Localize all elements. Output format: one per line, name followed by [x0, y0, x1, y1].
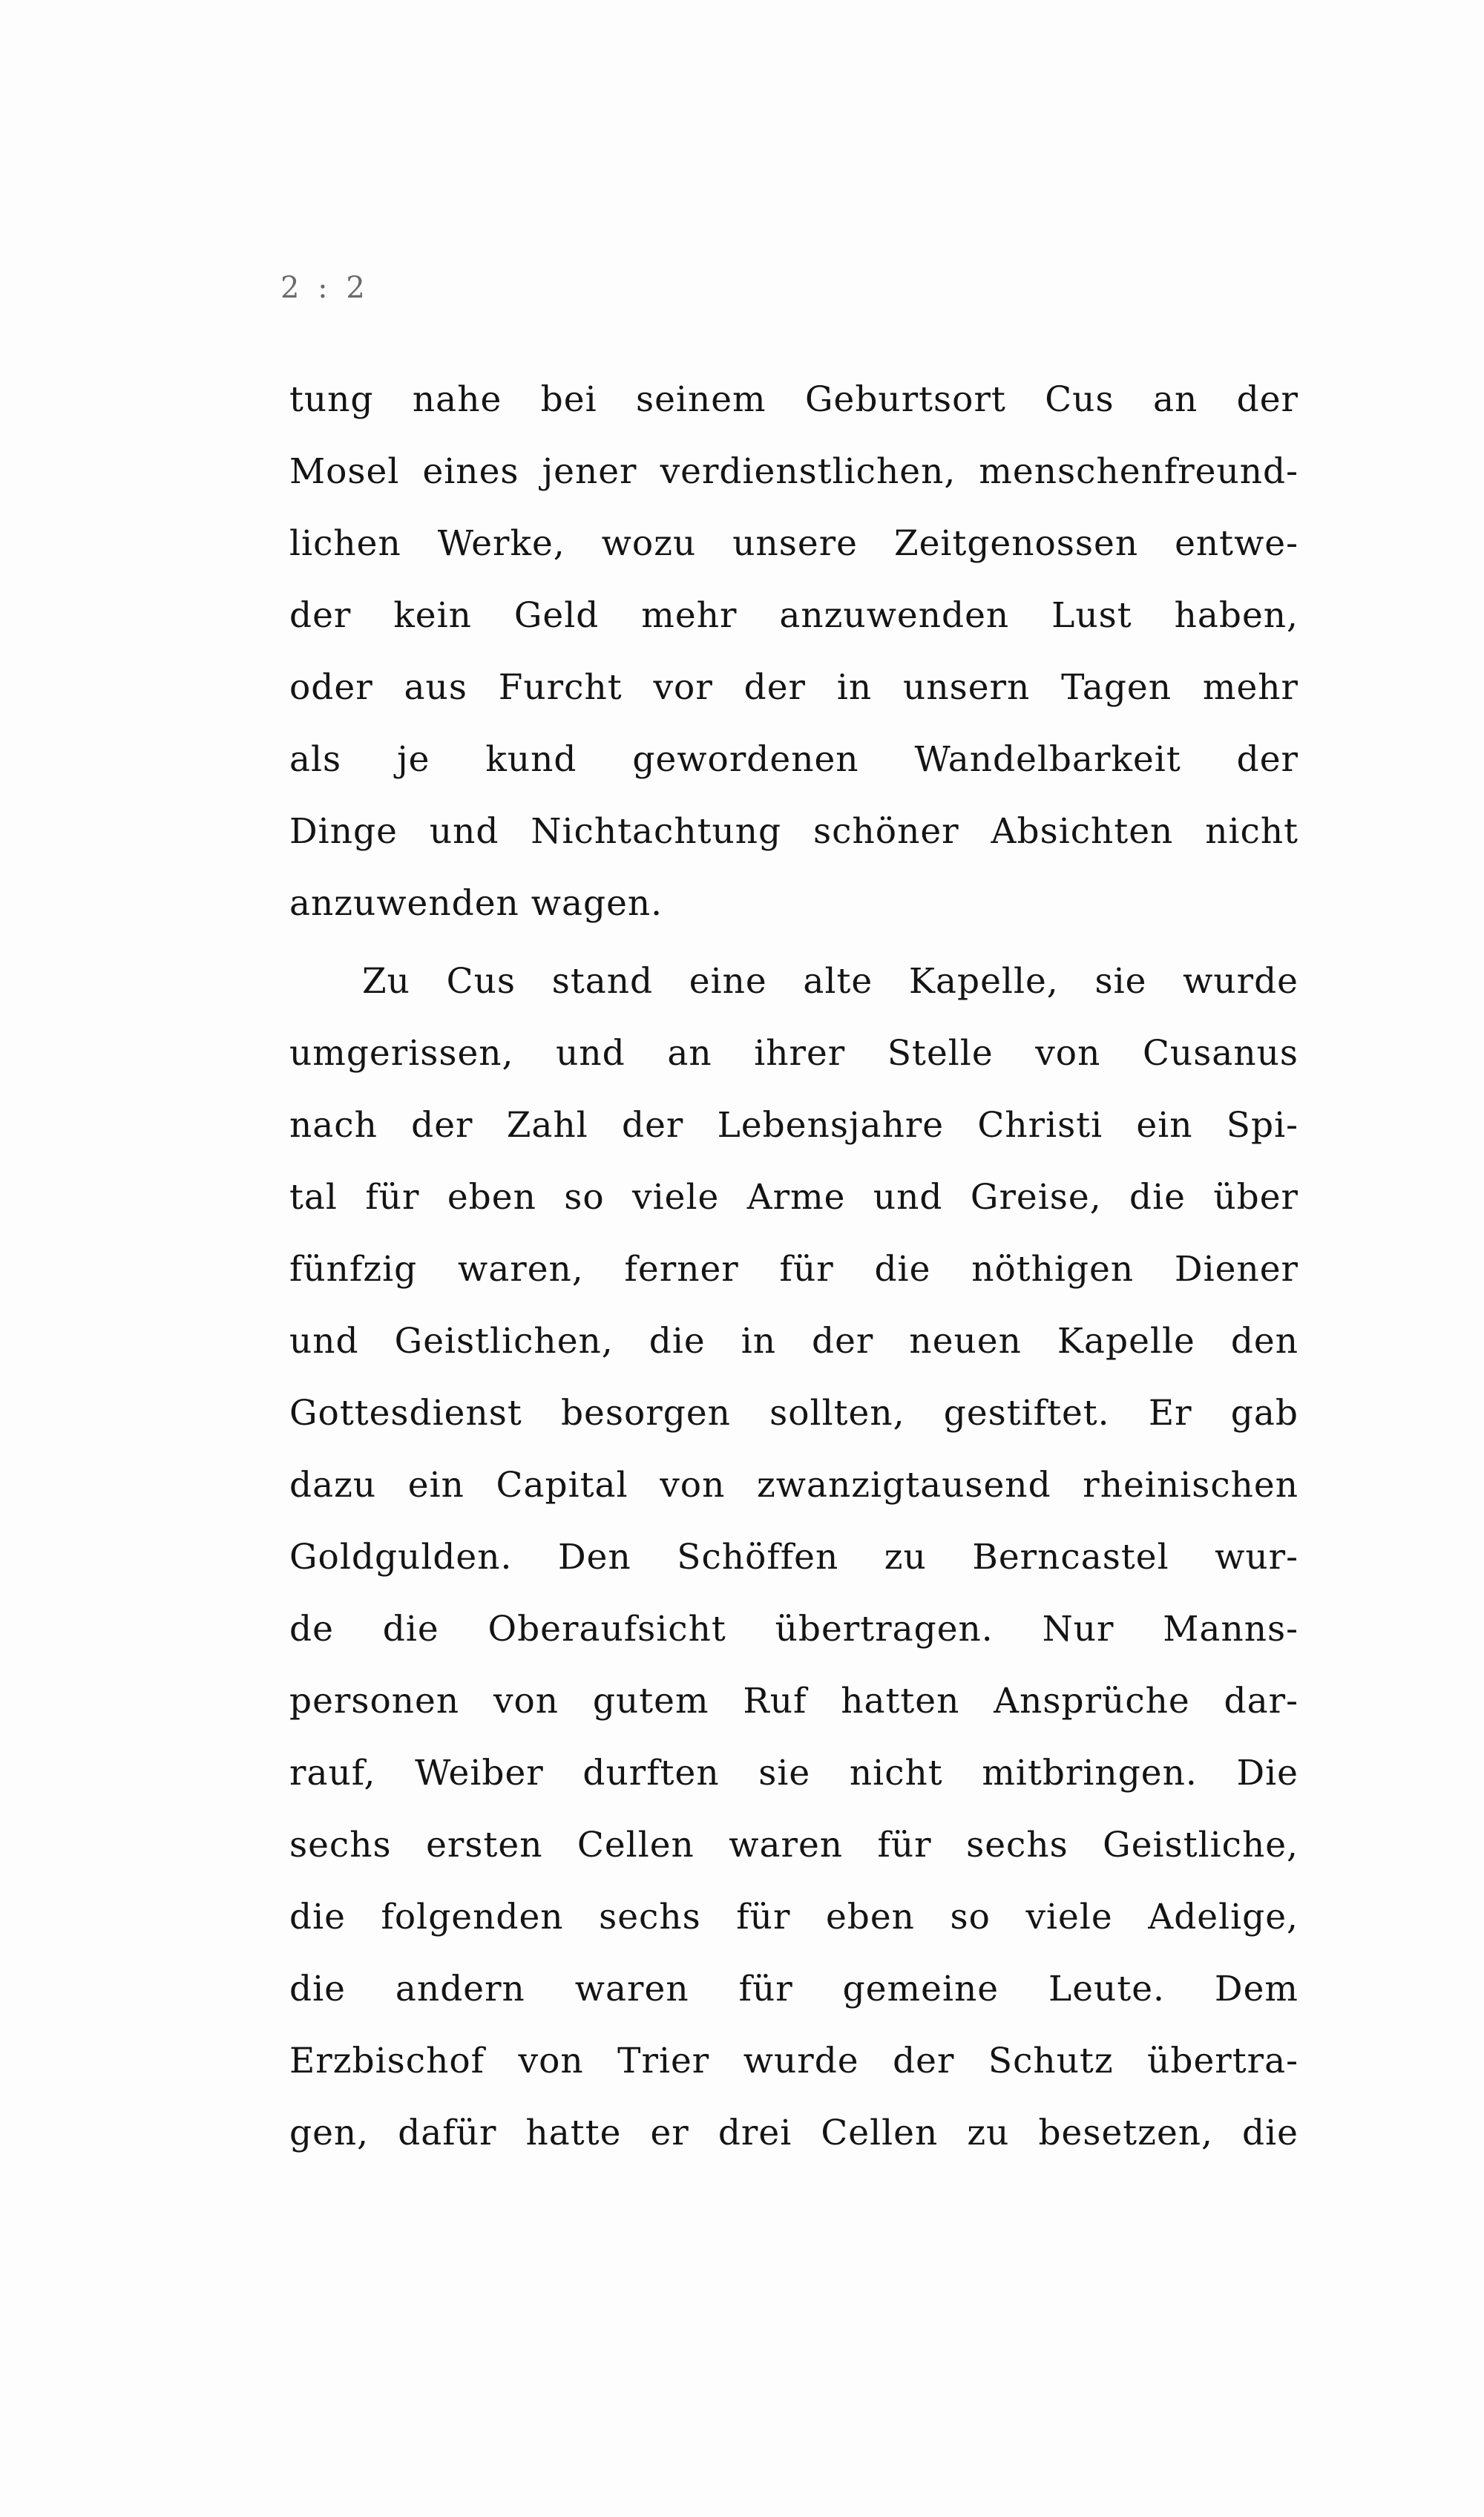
text-line: die andern waren für gemeine Leute. Dem: [289, 1969, 1298, 2009]
text-line: Dinge und Nichtachtung schöner Absichten nicht: [289, 811, 1298, 852]
text-line: sechs ersten Cellen waren für sechs Geistliche,: [289, 1825, 1298, 1865]
text-line: Mosel eines jener verdienstlichen, menschenfreund-: [289, 451, 1298, 492]
text-line: und Geistlichen, die in der neuen Kapelle den: [289, 1321, 1298, 1362]
text-line: tal für eben so viele Arme und Greise, die über: [289, 1177, 1298, 1218]
page-number: 2 : 2: [280, 271, 370, 305]
text-line: personen von gutem Ruf hatten Ansprüche dar-: [289, 1681, 1298, 1722]
text-line: rauf, Weiber durften sie nicht mitbringen. Die: [289, 1753, 1298, 1794]
text-line: der kein Geld mehr anzuwenden Lust haben,: [289, 595, 1298, 636]
text-line: dazu ein Capital von zwanzigtausend rheinischen: [289, 1465, 1298, 1506]
text-line: umgerissen, und an ihrer Stelle von Cusanus: [289, 1033, 1298, 1074]
text-line: oder aus Furcht vor der in unsern Tagen mehr: [289, 667, 1298, 708]
text-line: als je kund gewordenen Wandelbarkeit der: [289, 739, 1298, 780]
body-text: [289, 364, 1298, 2169]
text-line: de die Oberaufsicht übertragen. Nur Manns-: [289, 1609, 1298, 1650]
text-line: tung nahe bei seinem Geburtsort Cus an der: [289, 379, 1298, 420]
text-line: die folgenden sechs für eben so viele Adelige,: [289, 1897, 1298, 1937]
text-line: gen, dafür hatte er drei Cellen zu besetzen, die: [289, 2113, 1298, 2153]
paragraph-1: [289, 364, 1298, 939]
text-line: Zu Cus stand eine alte Kapelle, sie wurde: [362, 961, 1298, 1002]
text-line: Gottesdienst besorgen sollten, gestiftet. Er gab: [289, 1393, 1298, 1434]
paragraph-2: [289, 945, 1298, 2169]
text-line: nach der Zahl der Lebensjahre Christi ein Spi-: [289, 1105, 1298, 1146]
text-line: Erzbischof von Trier wurde der Schutz übertra-: [289, 2041, 1298, 2081]
paragraph-gap: [289, 939, 1298, 945]
text-line: lichen Werke, wozu unsere Zeitgenossen entwe-: [289, 523, 1298, 564]
text-line: fünfzig waren, ferner für die nöthigen Diener: [289, 1249, 1298, 1290]
text-line: Goldgulden. Den Schöffen zu Berncastel wur-: [289, 1537, 1298, 1578]
text-line: anzuwenden wagen.: [289, 883, 663, 924]
